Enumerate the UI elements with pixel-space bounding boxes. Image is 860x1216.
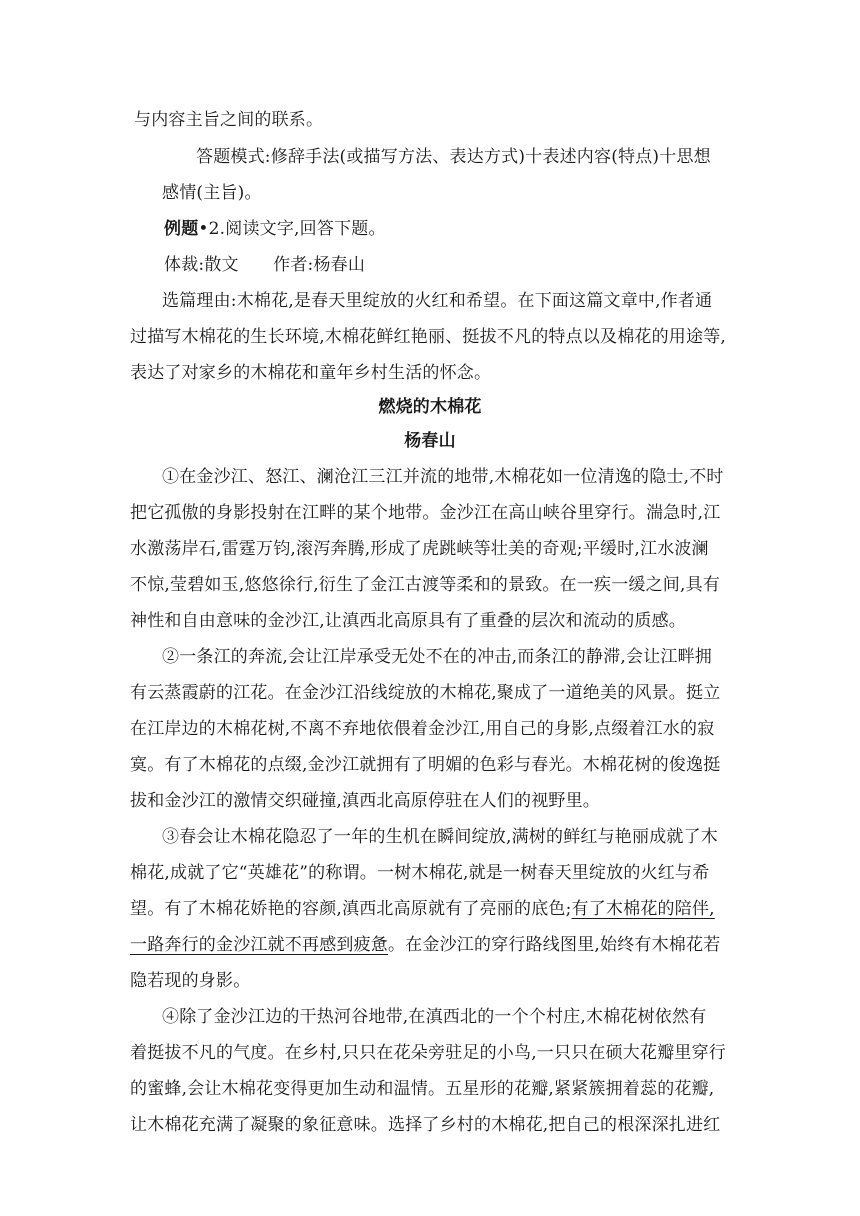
reason-line: 表达了对家乡的木棉花和童年乡村生活的怀念。 [130, 363, 492, 383]
reason-line: 选篇理由:木棉花,是春天里绽放的火红和希望。在下面这篇文章中,作者通 [162, 291, 713, 311]
paragraph-line: 拔和金沙江的激情交织碰撞,滇西北高原停驻在人们的视野里。 [130, 791, 601, 811]
genre-author-line: 体裁:散文 作者:杨春山 [164, 255, 366, 275]
paragraph-line: ①在金沙江、怒江、澜沧江三江并流的地带,木棉花如一位清逸的隐士,不时 [162, 467, 724, 487]
plain-text: 。在金沙江的穿行路线图里,始终有木棉花若 [388, 935, 721, 955]
example-label: 例题 [164, 219, 199, 239]
paragraph-line: 的蜜蜂,会让木棉花变得更加生动和温情。五星形的花瓣,紧紧簇拥着蕊的花瓣, [130, 1079, 715, 1099]
example-prompt: 2.阅读文字,回答下题。 [208, 219, 386, 239]
article-title: 燃烧的木棉花 [378, 397, 482, 417]
paragraph-line: 有云蒸霞蔚的江花。在金沙江沿线绽放的木棉花,聚成了一道绝美的风景。挺立 [130, 683, 721, 703]
paragraph-line: 把它孤傲的身影投射在江畔的某个地带。金沙江在高山峡谷里穿行。湍急时,江 [130, 503, 721, 523]
paragraph-line: 不惊,莹碧如玉,悠悠徐行,衍生了金江古渡等柔和的景致。在一疾一缓之间,具有 [130, 575, 721, 595]
paragraph-line: 在江岸边的木棉花树,不离不弃地依偎着金沙江,用自己的身影,点缀着江水的寂 [130, 719, 715, 739]
answer-model-line: 答题模式:修辞手法(或描写方法、表达方式)十表述内容(特点)十思想 [196, 147, 711, 167]
paragraph-line [130, 934, 720, 956]
underlined-sentence: 有了木棉花的陪伴, [571, 899, 715, 919]
article-author: 杨春山 [404, 431, 456, 451]
plain-text: 望。有了木棉花娇艳的容颜,滇西北高原就有了亮丽的底色; [130, 899, 572, 919]
paragraph-line: ④除了金沙江边的干热河谷地带,在滇西北的一个个村庄,木棉花树依然有 [162, 1007, 707, 1027]
paragraph-line: 寞。有了木棉花的点缀,金沙江就拥有了明媚的色彩与春光。木棉花树的俊逸挺 [130, 755, 721, 775]
paragraph-line [130, 898, 715, 920]
paragraph-line: 隐若现的身影。 [130, 971, 251, 991]
paragraph-line: 水激荡岸石,雷霆万钧,滚泻奔腾,形成了虎跳峡等壮美的奇观;平缓时,江水波澜 [130, 539, 709, 559]
paragraph-line: ②一条江的奔流,会让江岸承受无处不在的冲击,而条江的静滞,会让江畔拥 [162, 647, 713, 667]
paragraph-line: ③春会让木棉花隐忍了一年的生机在瞬间绽放,满树的鲜红与艳丽成就了木 [162, 827, 719, 847]
answer-model-line: 感情(主旨)。 [162, 183, 262, 203]
paragraph-line: 让木棉花充满了凝聚的象征意味。选择了乡村的木棉花,把自己的根深深扎进红 [130, 1115, 721, 1135]
paragraph-line: 着挺拔不凡的气度。在乡村,只只在花朵旁驻足的小鸟,一只只在硕大花瓣里穿行 [130, 1043, 727, 1063]
underlined-sentence: 一路奔行的金沙江就不再感到疲惫 [130, 935, 388, 955]
bullet: • [198, 219, 209, 239]
reason-line: 过描写木棉花的生长环境,木棉花鲜红艳丽、挺拔不凡的特点以及棉花的用途等, [130, 327, 727, 347]
example-heading [164, 218, 386, 240]
paragraph-line: 神性和自由意味的金沙江,让滇西北高原具有了重叠的层次和流动的质感。 [130, 611, 687, 631]
paragraph-line: 棉花,成就了它“英雄花”的称谓。一树木棉花,就是一树春天里绽放的火红与希 [130, 863, 710, 883]
intro-line: 与内容主旨之间的联系。 [134, 110, 324, 130]
